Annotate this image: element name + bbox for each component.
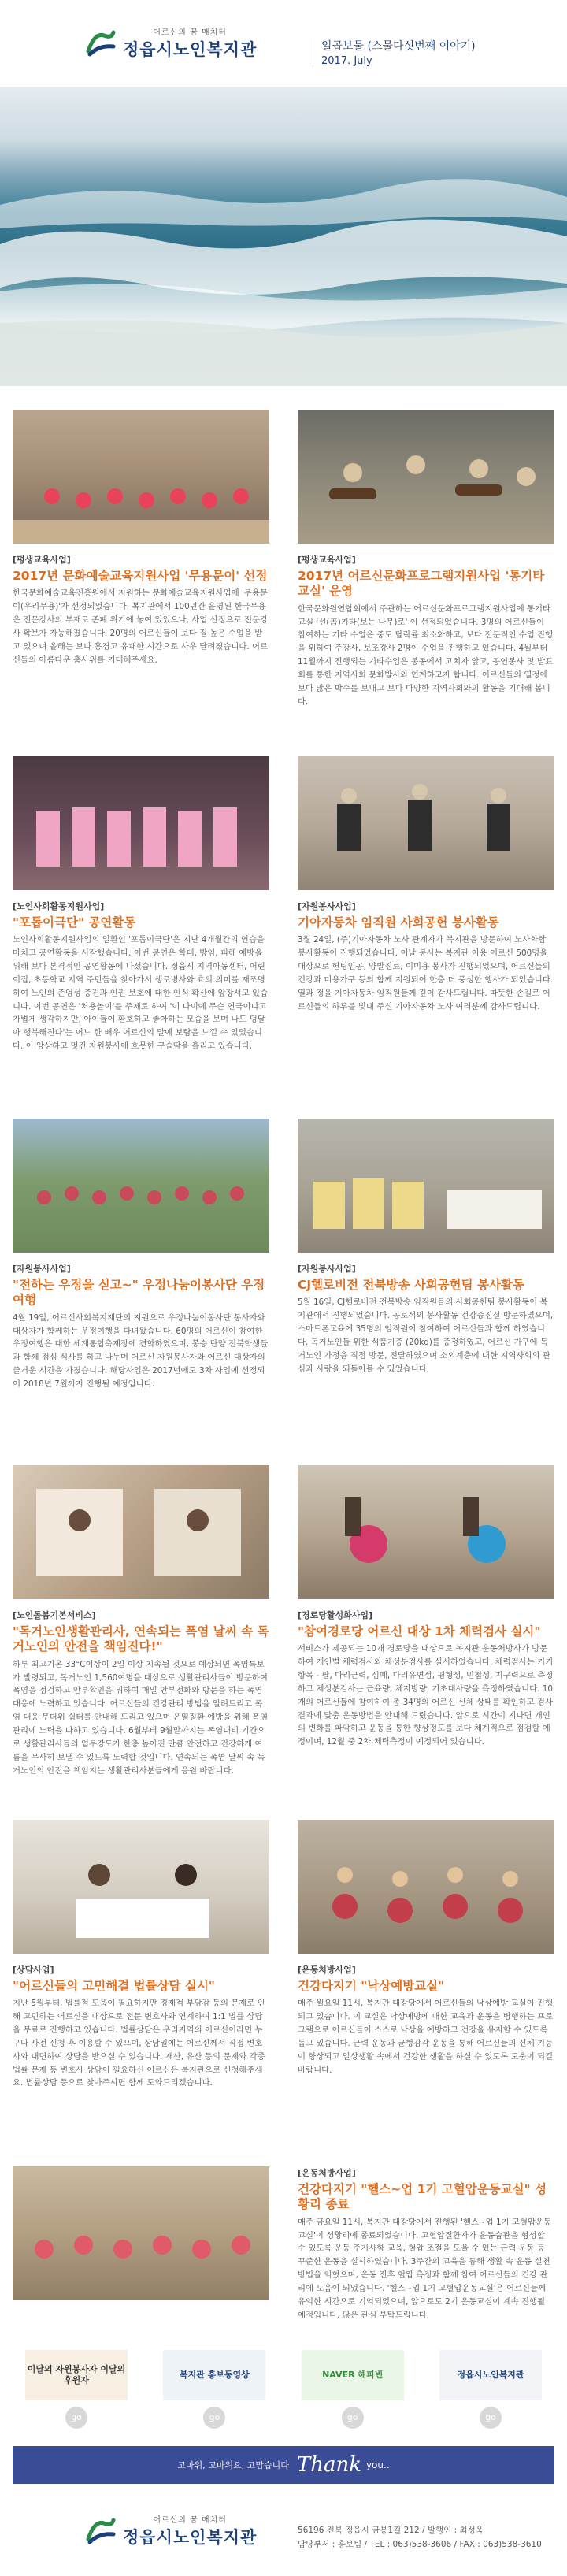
header (0, 0, 567, 87)
article-body: 매주 월요일 11시, 복지관 대강당에서 어르신들의 낙상예방 교실이 진행되고 있습니다. 이 교실은 낙상예방에 대한 교육과 운동을 병행하는 프로그램으로 어르신들이 스스로 낙상을 예방하고 건강을 유지할 수 있도록 돕고 있습니다. 근력 운동과 균형감각 운동을 통해 어르신들의 신체 기능이 향상되고 일상생활 속에서 건강한 생활을 하실 수 있도록 도움이 되길 바랍니다. (298, 1999, 554, 2075)
banner-happybean[interactable] (289, 2350, 417, 2437)
article-photo (298, 1465, 554, 1599)
article-title: 건강다지기 "헬스~업 1기 고혈압운동교실" 성황리 종료 (298, 2182, 547, 2212)
logo-name: 정읍시노인복지관 (123, 40, 258, 59)
issue-info (313, 38, 476, 67)
article-category: [경로당활성화사업] (298, 1610, 373, 1620)
article-photo (13, 2166, 269, 2300)
article-title: 건강다지기 "낙상예방교실" (298, 1979, 445, 1993)
article-photo (298, 1119, 554, 1253)
article-category: [운동처방사업] (298, 2168, 356, 2178)
article-category: [노인사회활동지원사업] (13, 901, 105, 911)
article-card (298, 1820, 554, 2077)
article-title: "독거노인생활관리사, 연속되는 폭염 날씨 속 독거노인의 안전을 책임진다!" (13, 1624, 269, 1654)
go-button[interactable]: go (342, 2407, 364, 2429)
article-body: 하루 최고기온 33°C이상이 2일 이상 지속될 것으로 예상되면 폭염특보가 발령되고, 독거노인 1,560여명을 대상으로 생활관리사들이 방문하여 폭염을 점검하고 안부확인을 위하여 매일 안부전화와 방문을 하는 폭염 대응에 노력하고 있습니다. 어르신들의 건강관리 방법을 알려드리고 폭염 대응 무더위 쉼터를 안내해 드리고 있으며 온열질환 예방을 위해 폭염관리에 노력을 다하고 있습니다. 6월부터 9월말까지는 폭염대비 기간으로 생활관리사들의 업무강도가 한층 높아진 만큼 안전하고 건강하게 여름을 무사히 보낼 수 있도록 노력할 것입니다. 연속되는 폭염 날씨 속 독거노인의 안전을 책임지는 생활관리사분들에게 응원 바랍니다. (13, 1659, 269, 1776)
article-title: "전하는 우정을 싣고~" 우정나눔이봉사단 우정여행 (13, 1278, 265, 1308)
logo-icon (85, 2515, 117, 2547)
footer-address: 56196 전북 정읍시 금봉1길 212 / 발행인 : 최성욱 (298, 2526, 484, 2535)
article-photo (298, 756, 554, 890)
logo-tagline: 어르신의 꿈 매치터 (153, 28, 227, 37)
article-title: "어르신들의 고민해결 법률상담 실시" (13, 1979, 215, 1993)
footer (0, 2489, 567, 2576)
banner-homepage[interactable] (427, 2350, 554, 2437)
thanks-you-text: you.. (365, 2459, 390, 2470)
article-body: 3월 24일, (주)기아자동차 노사 관계자가 복지관을 방문하여 노사화합 봉사활동이 진행되었습니다. 이날 봉사는 복지관 이용 어르신 500명을 대상으로 헌팅인공, 양발진료, 이미용 봉사가 진행되었으며, 어르신들의 건강과 미용가구 등의 함께 지원되어 한층 더 풍성한 행사가 되었습니다. 열과 정을 기아자동차 임직원들께 깊이 감사드립니다. 따뜻한 손길로 어르신들의 하루를 빛내 주신 기아자동차 노사 여러분께 감사드립니다. (298, 935, 554, 1011)
article-title: 2017년 문화예술교육지원사업 '무용문이' 선정 (13, 569, 268, 583)
article-card (298, 1119, 554, 1375)
header-logo[interactable] (85, 25, 257, 61)
article-card (13, 756, 269, 1053)
article-photo (13, 410, 269, 544)
banner-video[interactable] (150, 2350, 278, 2437)
article-category: [상담사업] (13, 1965, 54, 1975)
article-card (298, 1465, 554, 1749)
article-photo (298, 1820, 554, 1954)
article-body: 한국문화예술교육진흥원에서 지원하는 문화예술교육지원사업에 '무용문이(우리무용)'가 선정되었습니다. 복지관에서 100년간 운영된 한국무용은 전문강사의 부재로 존폐 위기에 놓여 있었으나, 사업 선정으로 전문강사 확보가 가능해졌습니다. 20명의 어르신들이 보다 질 높은 수업을 받고 있으며 올해는 보다 흥겹고 유쾌한 시간으로 사우 달려졌습니다. 어르신들의 아름다운 춤사위를 기대해주세요. (13, 588, 269, 665)
footer-info (298, 2524, 542, 2552)
banner-label: 이달의 자원봉사자 이달의 후원자 (25, 2350, 128, 2400)
article-card (298, 410, 554, 709)
article-category: [운동처방사업] (298, 1965, 356, 1975)
go-button[interactable]: go (203, 2407, 225, 2429)
article-photo (13, 1820, 269, 1954)
article-photo (298, 410, 554, 544)
article-body: 노인사회활동지원사업의 일환인 '포톱이극단'은 지난 4개월간의 연습을 마치고 공연활동을 시작했습니다. 이번 공연은 학대, 방임, 피해 예방을 위해 보다 본격적인 공연활동에 나섰습니다. 정읍시 지역아동센터, 어린이집, 초등학교 지역 주민들을 찾아가서 생로병사와 효의 의미를 재조명하여 노인의 존엄성 증진과 인권 보호에 대한 인식 확산에 앞장서고 있습니다. 이번 공연은 '처용놀이'를 주제로 하여 '이 나이에 무슨 연극이냐고 가볍게 생각하지만, 아이들이 환호하고 좋아하는 모습을 보며 나도 덩달아 행복해진다'는 어느 한 배우 어르신의 말에 보람을 느낄 수 있었습니다. 이 앙상하고 멋진 자원봉사에 흐뭇한 구슬땀을 흘리고 있습니다. (13, 935, 269, 1052)
go-button[interactable]: go (480, 2407, 502, 2429)
article-title: 기아자동차 임직원 사회공헌 봉사활동 (298, 915, 499, 930)
footer-contact: 담당부서 : 홍보팀 / TEL : 063)538-3606 / FAX : 063)538-3610 (298, 2539, 542, 2549)
article-title: "참여경로당 어르신 대상 1차 체력검사 실시" (298, 1624, 541, 1639)
article-category: [평생교육사업] (298, 555, 356, 565)
article-card (13, 1820, 269, 2090)
article-title: CJ헬로비전 전북방송 사회공헌팀 봉사활동 (298, 1278, 524, 1292)
issue-title: 일곱보물 (스물다섯번째 이야기) (321, 40, 476, 53)
banner-volunteer[interactable] (13, 2350, 140, 2437)
issue-date: 2017. July (321, 55, 372, 67)
article-card (13, 410, 269, 666)
article-photo (13, 1119, 269, 1253)
article-photo (13, 756, 269, 890)
article-body: 한국문화원연합회에서 주관하는 어르신문화프로그램지원사업에 통기타교실 '선(善)기타(보는 나무)로' 이 선정되었습니다. 3명의 어르신들이 참여하는 기타 수업은 중도 탈락률 최소화하고, 보다 전문적인 수업 진행을 위하여 주강사, 보조강사 2명이 수업을 진행하고 있습니다. 4월부터 11월까지 진행되는 기타수업은 봉동에서 고치자 앞고, 공연봉사 및 발표회를 통한 지역사회 문화발사와 연계하고자 합니다. 어르신들의 열정에 보다 많은 박수를 보내고 보다 다양한 지역사회와의 활동을 기대해 봅니다. (298, 603, 554, 707)
article-title: 2017년 어르신문화프로그램지원사업 '통기타교실' 운영 (298, 569, 545, 599)
logo-name: 정읍시노인복지관 (123, 2528, 258, 2547)
article-category: [자원봉사사업] (298, 1264, 356, 1274)
article-card (13, 1465, 269, 1777)
article-category: [자원봉사사업] (298, 901, 356, 911)
thanks-small-text: 고마워, 고마워요, 고맙습니다 (177, 2460, 289, 2470)
banner-label: 복지관 홍보동영상 (163, 2350, 265, 2400)
article-title: "포톱이극단" 공연활동 (13, 915, 136, 930)
article-body: 4월 19일, 어르신사회복지재단의 지원으로 우정나눔이봉사단 봉사자와 대상자가 함께하는 우정여행을 다녀왔습니다. 60명의 어르신이 참여한 우정여행은 대한 세계통합축제장에 견학하였으며, 봉승 단양 전북학생들과 함께 점심 식사를 하고 나누며 어르신 자원봉사자와 어르신 대상자의 즐거운 시간을 가졌습니다. 해당사업은 2017년에도 3차 사업에 선정되어 2018년 7월까지 진행될 예정입니다. (13, 1312, 269, 1389)
article-card (13, 1119, 269, 1391)
go-button[interactable]: go (65, 2407, 87, 2429)
logo-tagline: 어르신의 꿈 매치터 (153, 2516, 227, 2525)
article-category: [평생교육사업] (13, 555, 71, 565)
logo-icon (85, 28, 117, 59)
thank-you-bar (13, 2446, 554, 2484)
hero-image-ocean-waves (0, 87, 567, 386)
thanks-big-text: Thank (296, 2453, 361, 2477)
article-card (298, 2166, 554, 2322)
banner-label: NAVER 해피빈 (302, 2350, 404, 2400)
article-body: 매주 금요일 11시, 복지관 대강당에서 진행된 '헬스~업 1기 고혈압운동교실'이 성황리에 종료되었습니다. 고혈압질환자가 운동습관을 형성할 수 있도록 운동 주기사항 교육, 혈압 조절을 도울 수 있는 근력 운동 등 꾸준한 운동을 실시하였습니다. 3주간의 교육을 통해 생활 속 운동 실천 방법을 익혔으며, 운동 전후 혈압 측정과 함께 참여 어르신들의 건강 관리에 도움이 되었습니다. '헬스~업 1기 고혈압운동교실'은 어르신들께 유익한 시간으로 기억되었으며, 앞으로도 2기 운동교실이 계속 진행될 예정입니다. 많은 관심 부탁드립니다. (298, 2217, 552, 2320)
article-photo (13, 1465, 269, 1599)
article-category: [노인돌봄기본서비스] (13, 1610, 96, 1620)
banner-links (13, 2350, 554, 2437)
article-card (13, 2166, 269, 2300)
article-category: [자원봉사사업] (13, 1264, 71, 1274)
article-card (298, 756, 554, 1013)
article-body: 5월 16일, CJ헬로비전 전북방송 임직원들의 사회공헌팀 봉사활동이 복지관에서 진행되었습니다. 공로석의 봉사활동 건강증진실 방문하였으며, 스마트폰교육에 35명의 임직원이 참여하여 어르신들과 함께 하였습니다. 독거노인들 위한 식품기증 (20kg)를 증정하였고, 어르신 가구에 독거노인 가정을 직접 방문, 전달하였으며 소외계층에 대한 지역사회의 관심과 사랑을 되돌아볼 수 있었습니다. (298, 1297, 554, 1374)
banner-label: 정읍시노인복지관 (439, 2350, 542, 2400)
article-body: 서비스가 제공되는 10개 경로당을 대상으로 복지관 운동처방사가 방문하여 개인별 체력검사와 체성분검사를 실시하였습니다. 체력검사는 기기 항목 - 팔, 다리근력, 심폐, 다리유연성, 평형성, 민첩성, 지구력으로 측정하고 체성분검사는 근육량, 체지방량, 기초대사량을 측정하였습니다. 10개의 어르신들에 참여하여 총 34명의 어르신 신체 상태를 확인하고 검사결과에 맞춤 운동방법을 안내해 드렸습니다. 앞으로 시간이 지나면 개인의 변화를 파악하고 운동을 통한 향상정도를 보다 체계적으로 점검할 예정이며, 12월 중 2차 체력측정이 예정되어 있습니다. (298, 1644, 554, 1747)
article-body: 지난 5월부터, 법률적 도움이 필요하지만 경제적 부담감 등의 문제로 인해 고민하는 어르신을 대상으로 전문 변호사와 연계하여 1:1 법률 상담을 무료로 진행하고 있습니다. 법률상담은 우리지역의 어르신이라면 누구나 사전 신청 후 이용할 수 있으며, 상담일에는 어르신께서 직접 변호사와 대면하여 상담을 받으실 수 있습니다. 재산, 유산 등의 문제와 각종 법률 문제 등 변호사 상담이 필요하신 어르신은 복지관으로 신청해주세요. 법률상담 등으로 찾아주시면 함께 도와드리겠습니다. (13, 1999, 265, 2088)
footer-logo[interactable] (85, 2513, 257, 2548)
